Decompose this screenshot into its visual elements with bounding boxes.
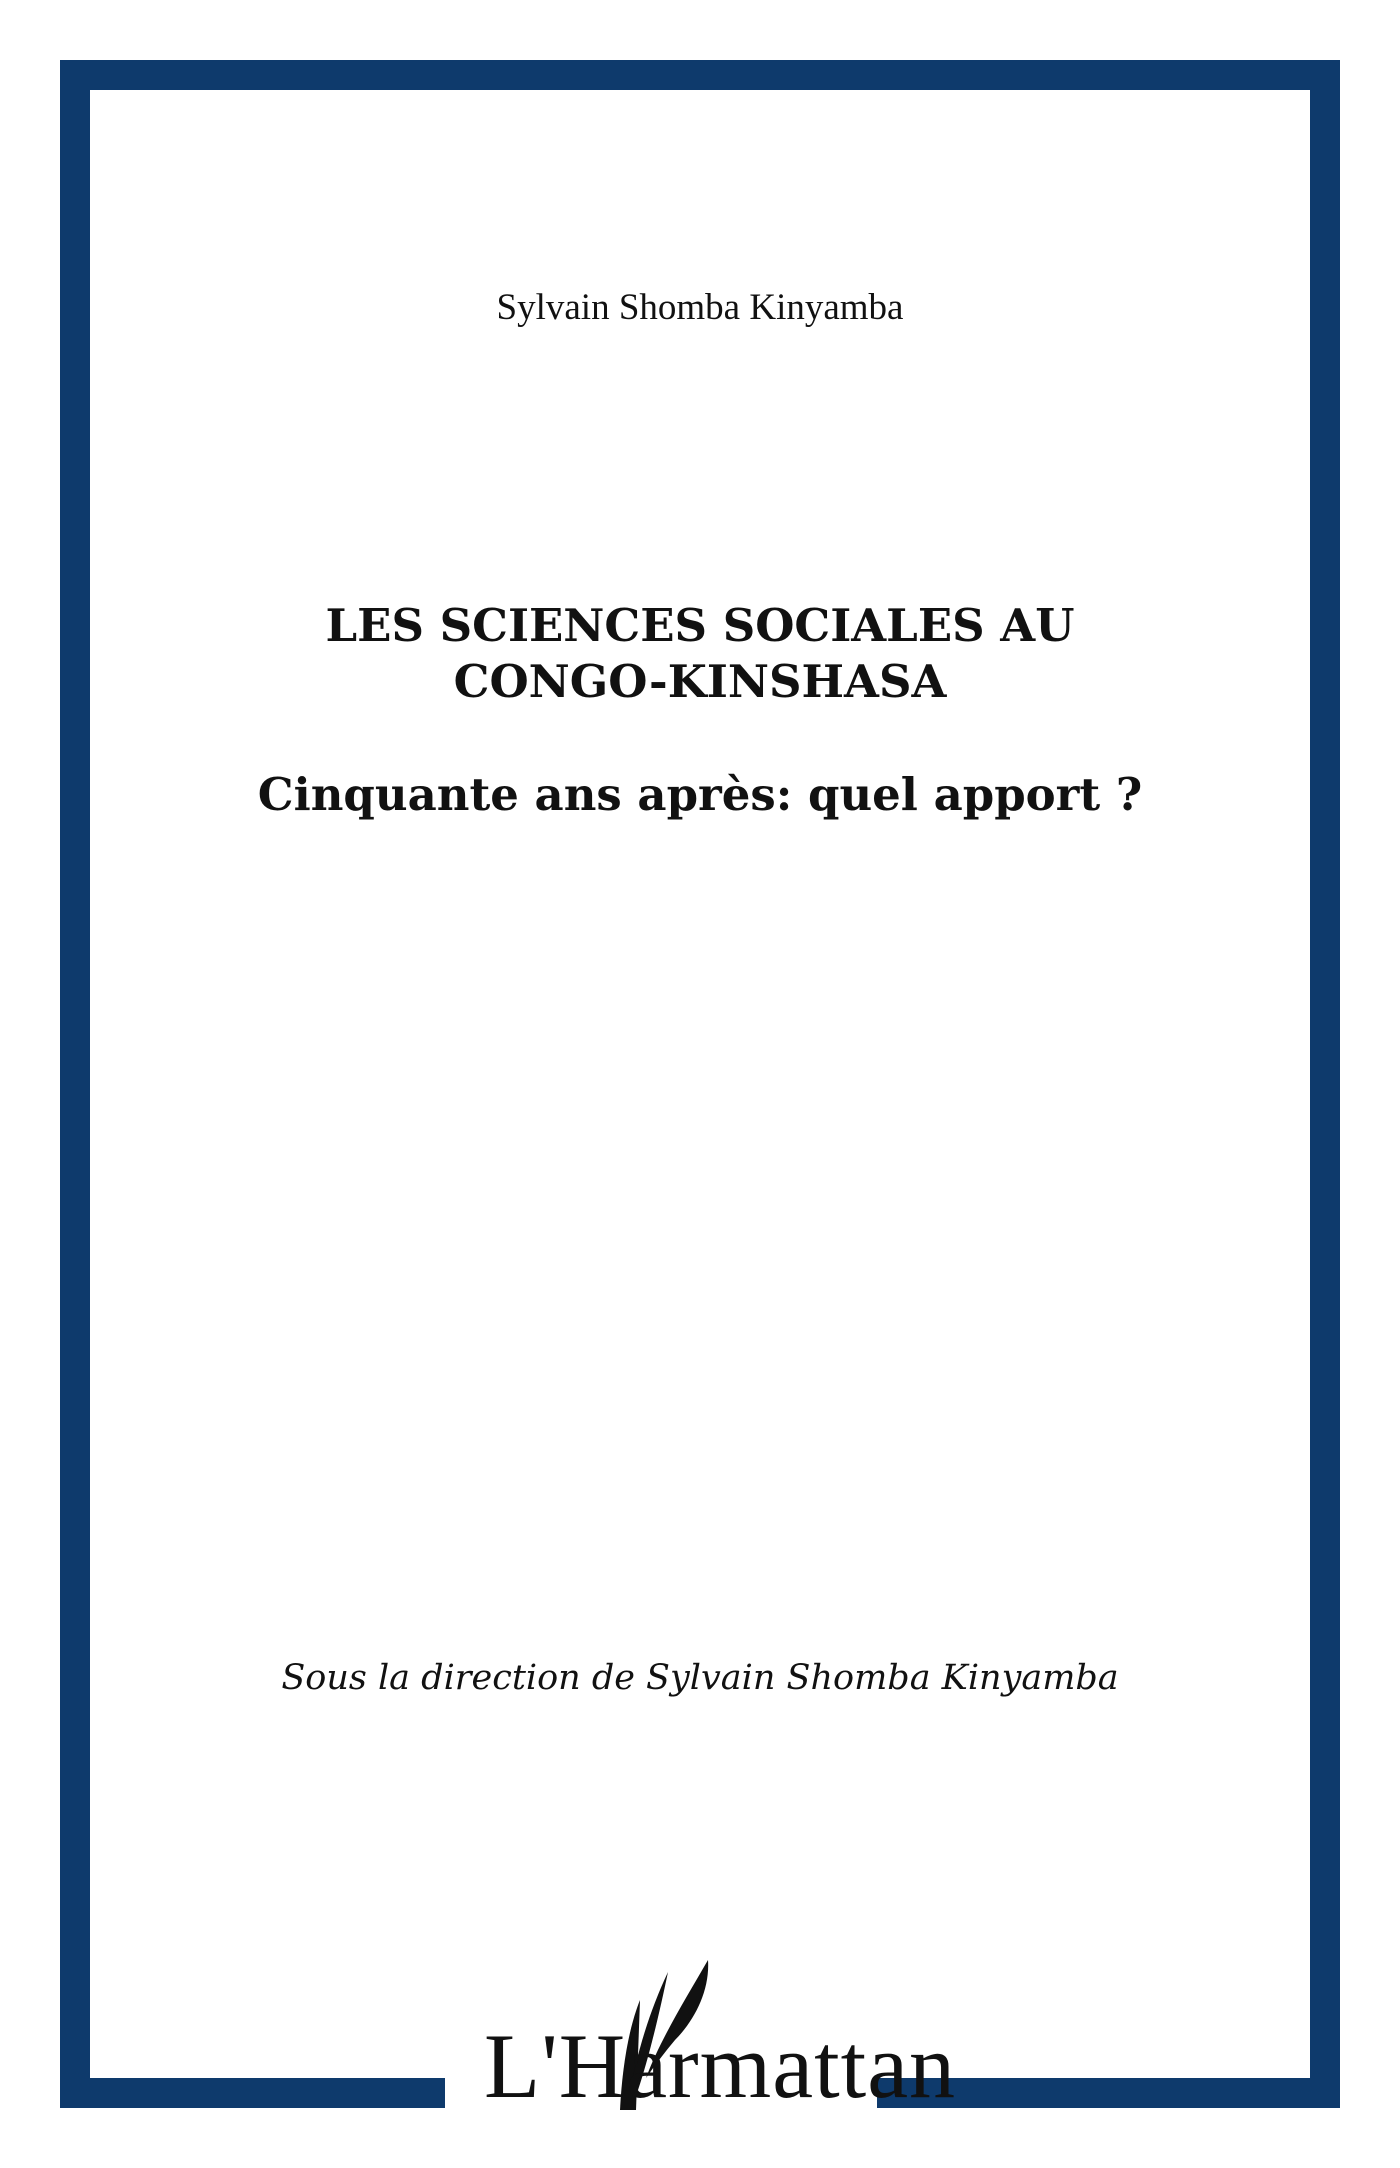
- title-line-2: CONGO-KINSHASA: [453, 655, 947, 708]
- publisher-logo: [470, 1960, 957, 2120]
- publisher-name: L'Harmattan: [484, 2015, 957, 2117]
- editor-credit: Sous la direction de Sylvain Shomba Kinyamba: [281, 1658, 1119, 1698]
- author-name: Sylvain Shomba Kinyamba: [496, 287, 904, 328]
- book-title: [0, 598, 1400, 710]
- cover-frame: [60, 60, 1340, 2108]
- book-subtitle: Cinquante ans après: quel apport ?: [257, 768, 1143, 821]
- title-line-1: LES SCIENCES SOCIALES AU: [325, 599, 1075, 652]
